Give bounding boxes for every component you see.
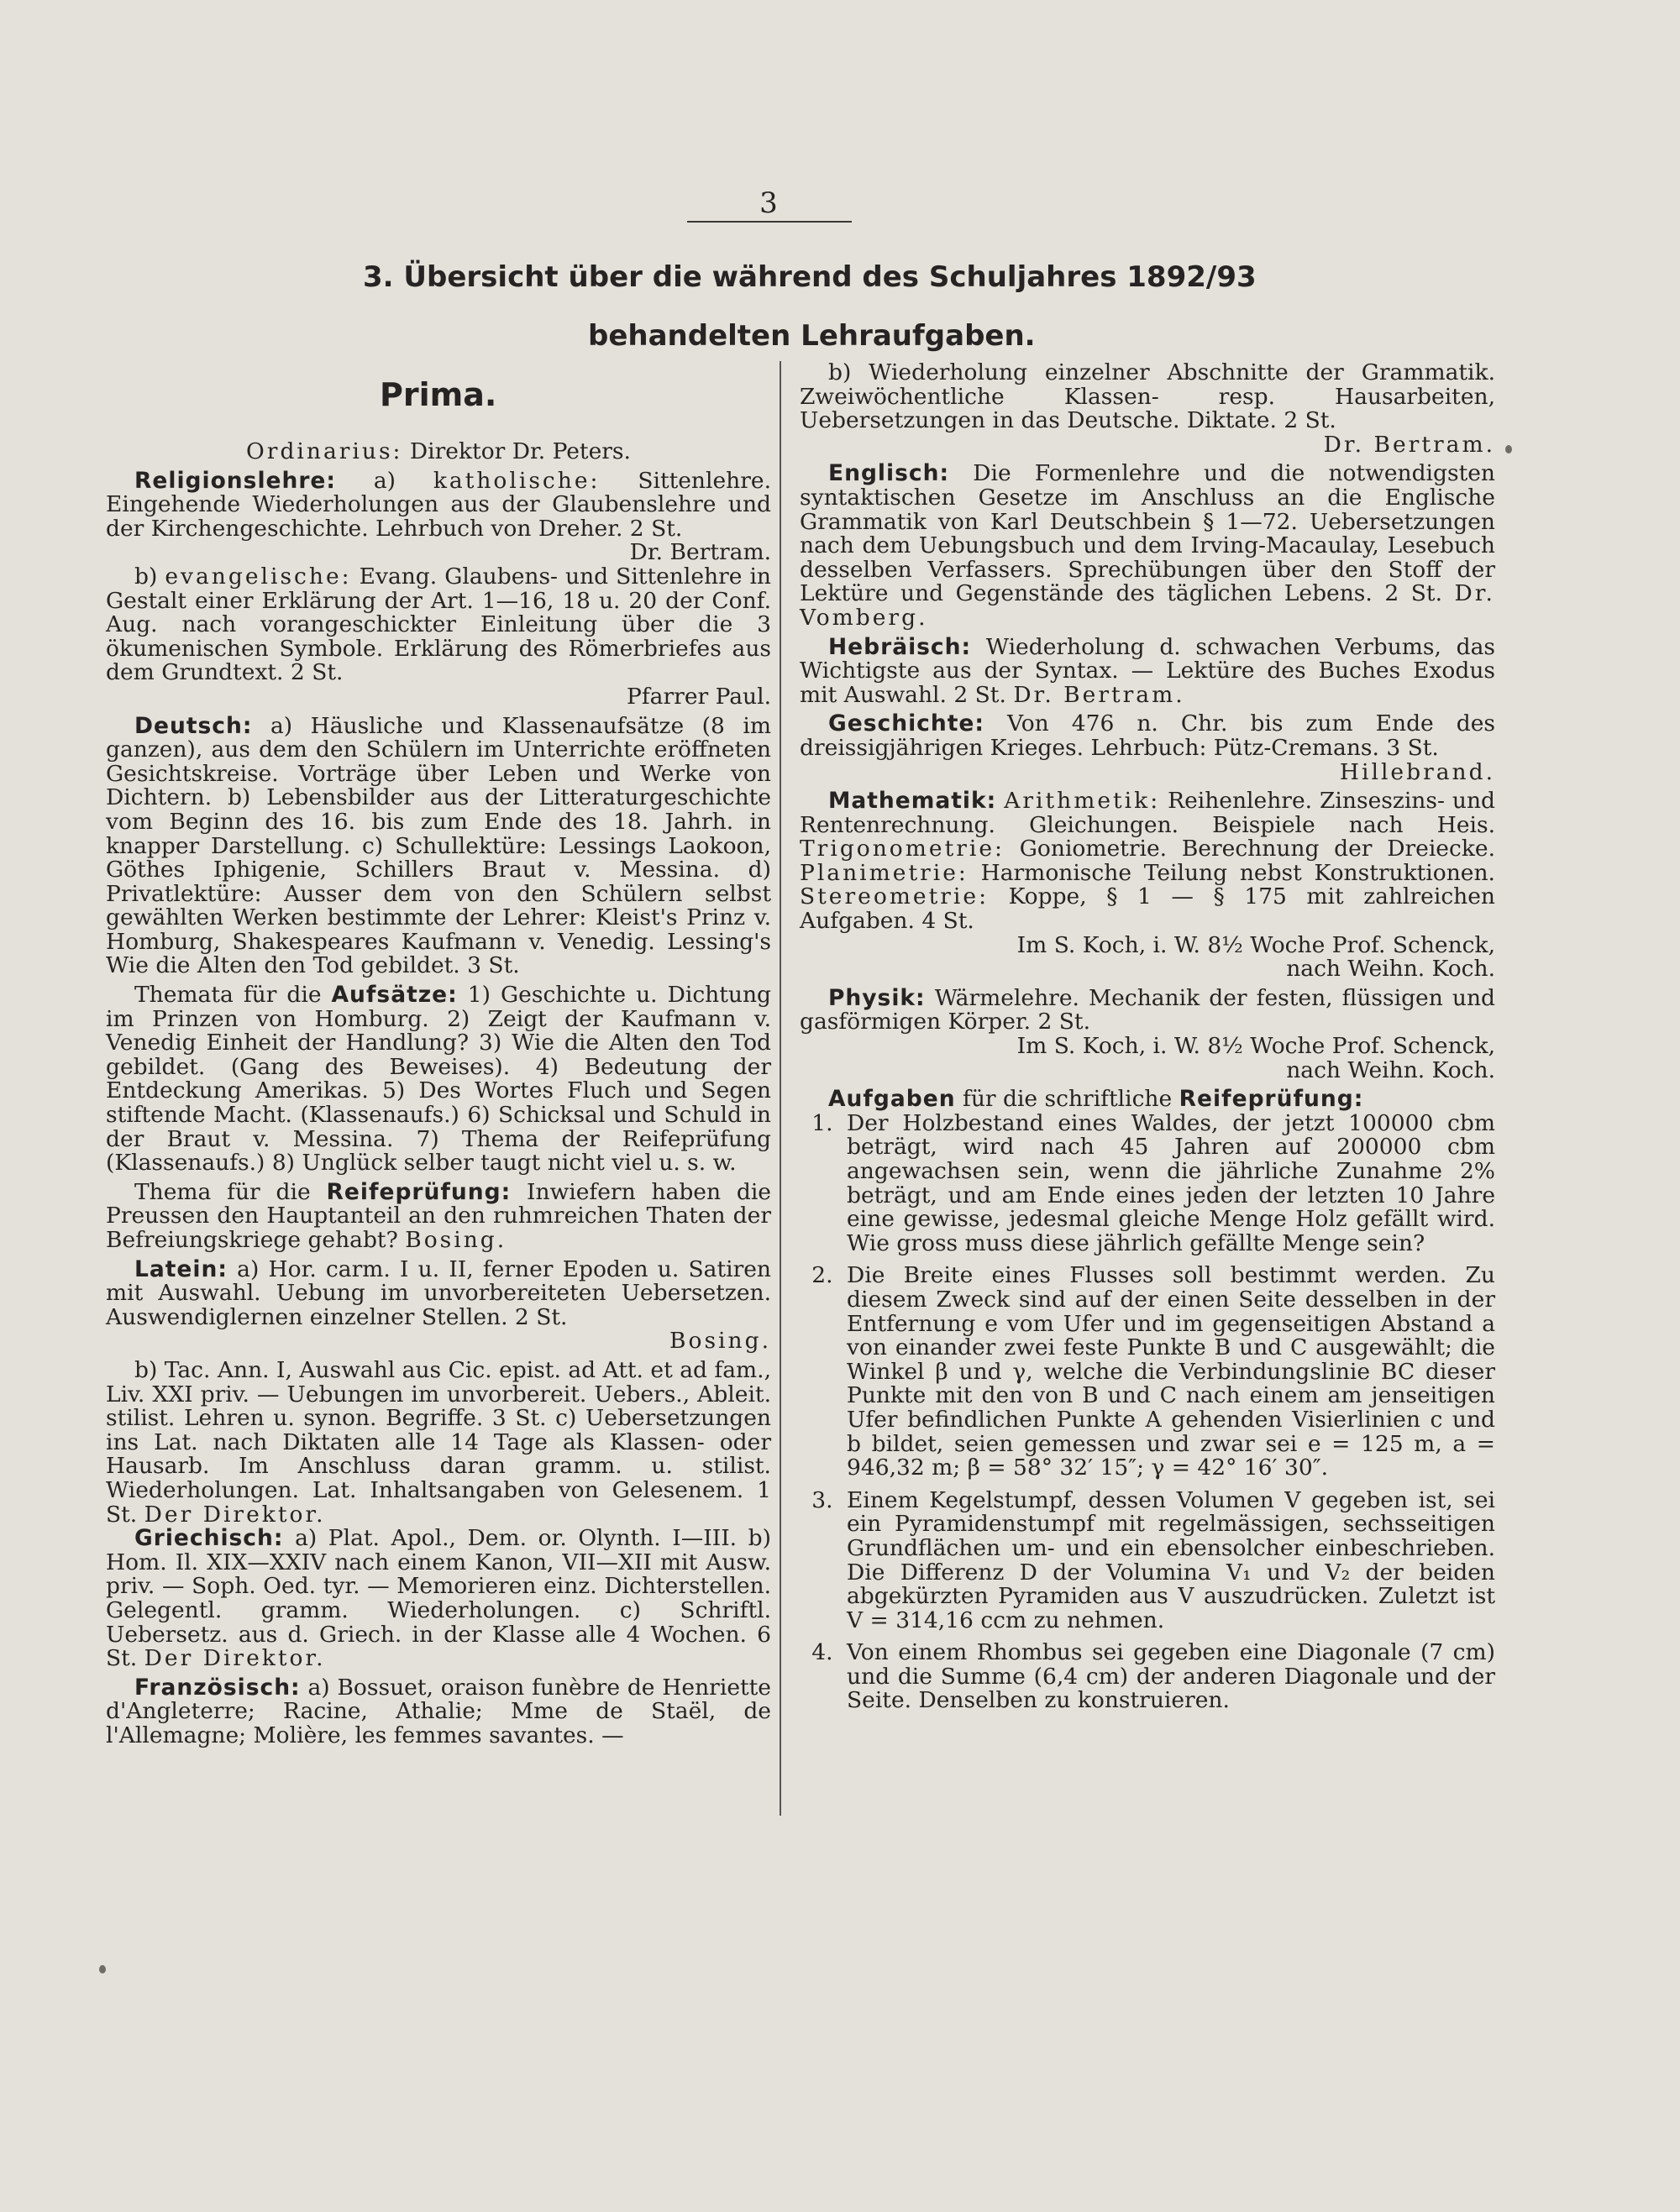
franzoesisch-section: Französisch: a) Bossuet, oraison funèbre de Henriette d'Angleterre; Racine, Athalie; Mme de Staël, de l'Allemagne; Molière, les femmes savantes. —: [106, 1674, 771, 1748]
griechisch-section: Griechisch: a) Plat. Apol., Dem. or. Olynth. I—III. b) Hom. Il. XIX—XXIV nach einem Kanon, VII—XII mit Ausw. priv. — Soph. Oed. tyr. — Memorieren einz. Dichterstellen. Gelegentl. gramm. Wiederholungen. c) Schriftl. Uebersetz. aus d. Griech. in der Klasse alle 4 Wochen. 6 St. Der Direktor.: [106, 1525, 771, 1672]
right-column: [800, 361, 1495, 1722]
religion-evangelic: b) evangelische: Evang. Glaubens- und Sittenlehre in Gestalt einer Erklärung der Art. 1—16, 18 u. 20 der Conf. Aug. nach vorangeschickter Einleitung über die 3 ökumenischen Symbole. Erklärung des Römerbriefes aus dem Grundtext. 2 St.: [106, 563, 771, 686]
reife-thema-teacher: Bosing.: [405, 1227, 507, 1253]
englisch-teacher: Dr. Vomberg.: [800, 580, 1495, 631]
aufgaben-heading-line: Aufgaben für die schriftliche Reifeprüfung:: [828, 1086, 1364, 1113]
mathematik-teacher-line-2: nach Weihn. Koch.: [1286, 956, 1495, 983]
mathematik-heading: Mathematik:: [828, 788, 997, 815]
englisch-section: Englisch: Die Formenlehre und die notwendigsten syntaktischen Gesetze im Anschluss an die Englische Grammatik von Karl Deutschbein § 1—72. Uebersetzungen nach dem Uebungsbuch und dem Irving-Macaulay, Lesebuch desselben Verfassers. Sprechübungen über den Stoff der Lektüre und Gegenstände des täglichen Lebens. 2 St. Dr. Vomberg.: [800, 460, 1495, 631]
franzoesisch-teacher: Dr. Bertram.: [1323, 431, 1495, 458]
page-number: 3: [759, 186, 778, 220]
geschichte-heading: Geschichte:: [828, 710, 984, 737]
deutsch-section: Deutsch: a) Häusliche und Klassenaufsätze (8 im ganzen), aus dem den Schülern im Unterrichte eröffneten Gesichtskreise. Vorträge über Leben und Werke von Dichtern. b) Lebensbilder aus der Litteraturgeschichte vom Beginn des 16. bis zum Ende des 18. Jahrh. in knapper Darstellung. c) Schullektüre: Lessings Laokoon, Göthes Iphigenie, Schillers Braut v. Messina. d) Privatlektüre: Ausser dem von den Schülern selbst gewählten Werken bestimmte der Lehrer: Kleist's Prinz v. Homburg, Shakespeares Kaufmann v. Venedig. Lessing's Wie die Alten den Tod gebildet. 3 St.: [106, 712, 771, 979]
exam-task: 3. Einem Kegelstumpf, dessen Volumen V gegeben ist, sei ein Pyramidenstumpf mit regelmässigen, sechsseitigen Grundflächen um- und ein ebensolcher einbeschrieben. Die Differenz D der Volumina V₁ und V₂ der beiden abgekürzten Pyramiden aus V auszudrücken. Zuletzt ist V = 314,16 ccm zu nehmen.: [840, 1489, 1495, 1633]
religion-evangelic-teacher: Pfarrer Paul.: [627, 683, 771, 710]
exam-task-list: [800, 1109, 1495, 1714]
franzoesisch-b-section: b) Wiederholung einzelner Abschnitte der Grammatik. Zweiwöchentliche Klassen- resp. Hausarbeiten, Uebersetzungen in das Deutsche. Diktate. 2 St.: [800, 359, 1495, 434]
physik-teacher-line-1: Im S. Koch, i. W. 8½ Woche Prof. Schenck,: [1016, 1033, 1495, 1060]
aufsaetze-heading: Aufsätze:: [331, 982, 458, 1009]
hebraeisch-teacher: Dr. Bertram.: [1013, 681, 1185, 708]
religion-catholic-text: a) katholische: Sittenlehre. Eingehende Wiederholungen aus der Glaubenslehre und der Kirchengeschichte. Lehrbuch von Dreher. 2 St.: [106, 467, 771, 542]
class-heading: Prima.: [380, 376, 497, 413]
mathematik-teacher-line-1: Im S. Koch, i. W. 8½ Woche Prof. Schenck,: [1016, 931, 1495, 958]
section-title-line-1: 3. Übersicht über die während des Schuljahres 1892/93: [363, 260, 1257, 294]
reifepruefung-heading: Reifeprüfung:: [326, 1178, 512, 1205]
englisch-heading: Englisch:: [828, 460, 950, 487]
section-title-line-2: behandelten Lehraufgaben.: [588, 319, 1036, 353]
latein-b-teacher: Der Direktor.: [144, 1501, 326, 1528]
reife-thema-section: Thema für die Reifeprüfung: Inwiefern haben die Preussen den Hauptanteil an den ruhmreichen Thaten der Befreiungskriege gehabt? Bosing.: [106, 1178, 771, 1253]
left-column: [106, 440, 771, 1748]
mathematik-section: Mathematik: Arithmetik: Reihenlehre. Zinseszins- und Rentenrechnung. Gleichungen. Beispiele nach Heis. Trigonometrie: Goniometrie. Berechnung der Dreiecke. Planimetrie: Harmonische Teilung nebst Konstruktionen. Stereometrie: Koppe, § 1 — § 175 mit zahlreichen Aufgaben. 4 St.: [800, 788, 1495, 935]
geschichte-teacher: Hillebrand.: [1339, 758, 1495, 785]
hebraeisch-section: Hebräisch: Wiederholung d. schwachen Verbums, das Wichtigste aus der Syntax. — Lektüre des Buches Exodus mit Auswahl. 2 St. Dr. Bertram.: [800, 633, 1495, 708]
physik-heading: Physik:: [828, 984, 926, 1011]
page-number-rule: [687, 221, 852, 223]
themata-section: Themata für die Aufsätze: 1) Geschichte u. Dichtung im Prinzen von Homburg. 2) Zeigt der Kaufmann v. Venedig Einheit der Handlung? 3) Wie die Alten den Tod gebildet. (Gang des Beweises). 4) Bedeutung der Entdeckung Amerikas. 5) Des Wortes Fluch und Segen stiftende Macht. (Klassenaufs.) 6) Schicksal und Schuld in der Braut v. Messina. 7) Thema der Reifeprüfung (Klassenaufs.) 8) Unglück selber taugt nicht viel u. s. w.: [106, 982, 771, 1177]
latein-section: Latein: a) Hor. carm. I u. II, ferner Epoden u. Satiren mit Auswahl. Uebung im unvorbereiteten Uebersetzen. Auswendiglernen einzelner Stellen. 2 St.: [106, 1255, 771, 1330]
latein-b-section: b) Tac. Ann. I, Auswahl aus Cic. epist. ad Att. et ad fam., Liv. XXI priv. — Uebungen im unvorbereit. Uebers., Ableit. stilist. Lehren u. synon. Begriffe. 3 St. c) Uebersetzungen ins Lat. nach Diktaten alle 14 Tage als Klassen- oder Hausarb. Im Anschluss daran gramm. u. stilist. Wiederholungen. Lat. Inhaltsangaben von Gelesenem. 1 St. Der Direktor.: [106, 1356, 771, 1528]
scan-speck: [99, 1965, 106, 1974]
aufgaben-heading: Aufgaben: [828, 1086, 956, 1113]
physik-teacher-line-2: nach Weihn. Koch.: [1286, 1056, 1495, 1083]
exam-task: 1. Der Holzbestand eines Waldes, der jetzt 100000 cbm beträgt, wird nach 45 Jahren auf 200000 cbm angewachsen sein, wenn die jährliche Zunahme 2% beträgt, und am Ende eines jeden der letzten 10 Jahre eine gewisse, jedesmal gleiche Menge Holz gefällt wird. Wie gross muss diese jährlich gefällte Menge sein?: [840, 1112, 1495, 1256]
physik-section: Physik: Wärmelehre. Mechanik der festen, flüssigen und gasförmigen Körper. 2 St.: [800, 984, 1495, 1035]
exam-task: 2. Die Breite eines Flusses soll bestimmt werden. Zu diesem Zweck sind auf der einen Seite desselben in der Entfernung e vom Ufer und im gegenseitigen Abstand a von einander zwei feste Punkte B und C ausgewählt; die Winkel β und γ, welche die Verbindungslinie BC dieser Punkte mit den von B und C nach einem am jenseitigen Ufer befindlichen Punkte A gehenden Visierlinien c und b bildet, seien gemessen und zwar sei e = 125 m, a = 946,32 m; β = 58° 32′ 15″; γ = 42° 16′ 30″.: [840, 1264, 1495, 1480]
exam-task: 4. Von einem Rhombus sei gegeben eine Diagonale (7 cm) und die Summe (6,4 cm) der anderen Diagonale und der Seite. Denselben zu konstruieren.: [840, 1641, 1495, 1713]
religion-heading: Religionslehre:: [134, 467, 337, 494]
hebraeisch-heading: Hebräisch:: [828, 633, 972, 660]
ordinarius-line: Ordinarius: Direktor Dr. Peters.: [246, 438, 631, 464]
deutsch-heading: Deutsch:: [134, 712, 253, 739]
geschichte-section: Geschichte: Von 476 n. Chr. bis zum Ende des dreissigjährigen Krieges. Lehrbuch: Pütz-Cremans. 3 St.: [800, 710, 1495, 761]
column-divider: [780, 361, 781, 1816]
latein-a-teacher: Bosing.: [669, 1328, 771, 1355]
aufgaben-reifepruefung-heading: Reifeprüfung:: [1179, 1086, 1364, 1113]
religion-catholic-label: katholische:: [433, 467, 601, 494]
religion-catholic-teacher: Dr. Bertram.: [629, 539, 771, 566]
franzoesisch-heading: Französisch:: [134, 1674, 301, 1701]
griechisch-teacher: Der Direktor.: [144, 1645, 326, 1672]
latein-heading: Latein:: [134, 1255, 228, 1282]
scan-speck: [1505, 445, 1512, 453]
griechisch-heading: Griechisch:: [134, 1525, 284, 1552]
religion-section: [106, 469, 771, 542]
